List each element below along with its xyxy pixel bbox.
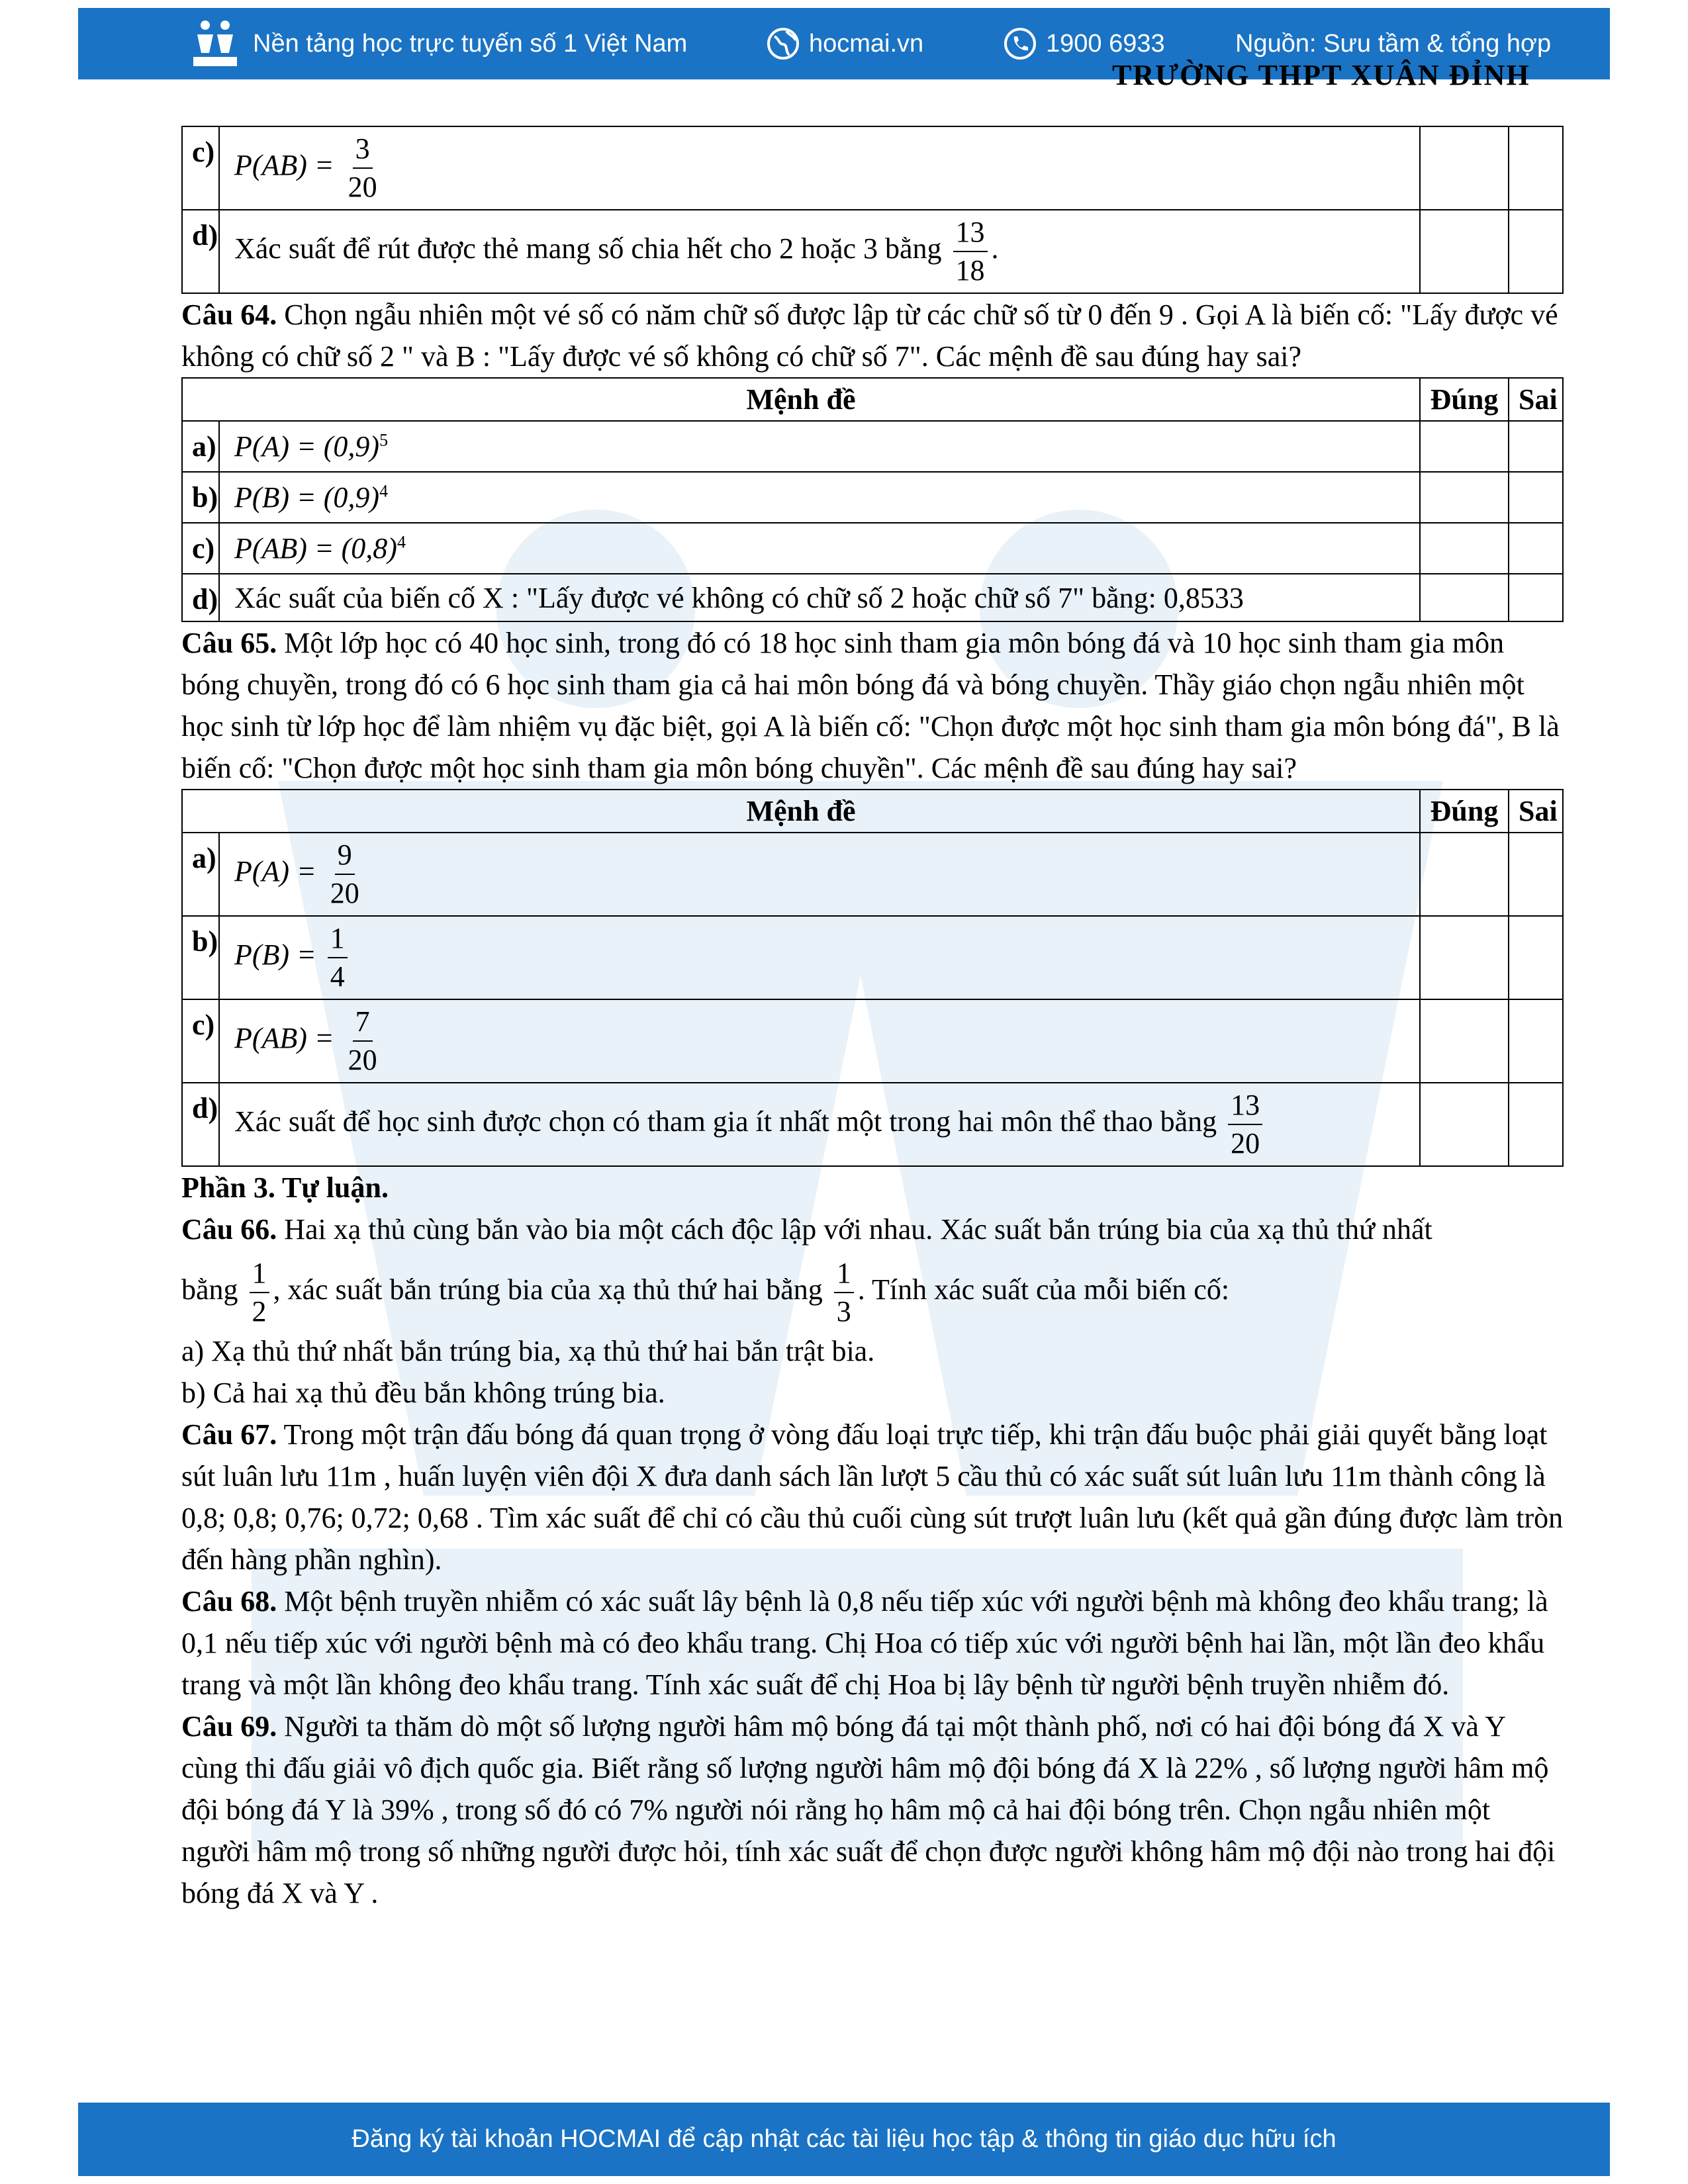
question-66-line2 bbox=[181, 1250, 1565, 1330]
header-website[interactable] bbox=[767, 8, 923, 79]
expr-lhs: P(AB) = bbox=[234, 149, 334, 182]
row-label: c) bbox=[182, 523, 219, 574]
statement-cell bbox=[219, 916, 1420, 999]
q65-table bbox=[181, 789, 1564, 1167]
expr: P(A) = (0,9) bbox=[234, 430, 380, 463]
statement-cell bbox=[219, 1083, 1420, 1166]
question-text: Hai xạ thủ cùng bắn vào bia một cách độc lập với nhau. Xác suất bắn trúng bia của xạ thủ thứ nhất bbox=[284, 1213, 1432, 1246]
fraction-denominator: 3 bbox=[836, 1295, 851, 1328]
row-label: d) bbox=[182, 574, 219, 621]
source-text: Nguồn: Sưu tầm & tổng hợp bbox=[1235, 29, 1552, 58]
table-row bbox=[182, 126, 1563, 210]
fraction-denominator: 20 bbox=[348, 1044, 377, 1076]
fraction bbox=[250, 1255, 269, 1330]
table-header-row bbox=[182, 790, 1563, 833]
sub-question-b: b) Cả hai xạ thủ đều bắn không trúng bia. bbox=[181, 1376, 665, 1409]
text-segment: . Tính xác suất của mỗi biến cố: bbox=[857, 1273, 1230, 1306]
question-label: Câu 68. bbox=[181, 1584, 277, 1617]
answer-true-cell[interactable] bbox=[1420, 1083, 1509, 1166]
fraction-numerator: 13 bbox=[1228, 1087, 1262, 1125]
answer-true-cell[interactable] bbox=[1420, 916, 1509, 999]
header-statement: Mệnh đề bbox=[182, 378, 1420, 421]
hocmai-logo-icon bbox=[191, 17, 244, 70]
header-false: Sai bbox=[1509, 378, 1563, 421]
statement-cell bbox=[219, 421, 1420, 472]
statement-cell bbox=[219, 472, 1420, 523]
answer-false-cell[interactable] bbox=[1509, 1083, 1563, 1166]
fraction-denominator: 20 bbox=[330, 877, 359, 909]
question-label: Câu 65. bbox=[181, 627, 277, 659]
question-text: Một bệnh truyền nhiễm có xác suất lây bệnh là 0,8 nếu tiếp xúc với người bệnh mà không đeo khẩu trang; là 0,1 nếu tiếp xúc với người bệnh mà có đeo khẩu trang. Chị Hoa có tiếp xúc với người bệnh hai lần, một lần đeo khẩu trang và một lần không đeo khẩu trang. Tính xác suất để chị Hoa bị lây bệnh từ người bệnh truyền nhiễm đó. bbox=[181, 1584, 1548, 1701]
question-text: Chọn ngẫu nhiên một vé số có năm chữ số được lập từ các chữ số từ 0 đến 9 . Gọi A là biến cố: "Lấy được vé không có chữ số 2 " và B : "Lấy được vé số không có chữ số 7". Các mệnh đề sau đúng hay sai? bbox=[181, 298, 1558, 373]
q64-table bbox=[181, 377, 1564, 622]
answer-false-cell[interactable] bbox=[1509, 999, 1563, 1083]
answer-false-cell[interactable] bbox=[1509, 472, 1563, 523]
expr-lhs: P(AB) = bbox=[234, 1022, 334, 1055]
row-label: d) bbox=[182, 210, 219, 293]
answer-false-cell[interactable] bbox=[1509, 210, 1563, 293]
table-row bbox=[182, 472, 1563, 523]
fraction bbox=[346, 1003, 380, 1079]
statement-cell bbox=[219, 999, 1420, 1083]
statement-cell: Xác suất của biến cố X : "Lấy được vé không có chữ số 2 hoặc chữ số 7" bằng: 0,8533 bbox=[219, 574, 1420, 621]
table-row bbox=[182, 523, 1563, 574]
answer-true-cell[interactable] bbox=[1420, 210, 1509, 293]
answer-false-cell[interactable] bbox=[1509, 126, 1563, 210]
phone-icon bbox=[1004, 27, 1037, 60]
question-65 bbox=[181, 622, 1565, 789]
expr-lhs: P(B) = bbox=[234, 938, 316, 972]
table-row bbox=[182, 574, 1563, 621]
row-label: a) bbox=[182, 833, 219, 916]
statement-cell bbox=[219, 833, 1420, 916]
question-text: Trong một trận đấu bóng đá quan trọng ở vòng đấu loại trực tiếp, khi trận đấu buộc phải giải quyết bằng loạt sút luân lưu 11m , huấn luyện viên đội X đưa danh sách lần lượt 5 cầu thủ có xác suất sút luân lưu 11m thành công là 0,8; 0,8; 0,76; 0,72; 0,68 . Tìm xác suất để chỉ có cầu thủ cuối cùng sút trượt luân lưu (kết quả gần đúng được làm tròn đến hàng phần nghìn). bbox=[181, 1418, 1564, 1576]
fraction-numerator: 7 bbox=[353, 1003, 373, 1042]
answer-true-cell[interactable] bbox=[1420, 574, 1509, 621]
header-true: Đúng bbox=[1420, 378, 1509, 421]
globe-icon bbox=[767, 27, 800, 60]
question-64 bbox=[181, 294, 1565, 377]
header-statement: Mệnh đề bbox=[182, 790, 1420, 833]
row-label: b) bbox=[182, 472, 219, 523]
sub-question-a: a) Xạ thủ thứ nhất bắn trúng bia, xạ thủ thứ hai bắn trật bia. bbox=[181, 1334, 875, 1367]
expr: P(B) = (0,9) bbox=[234, 481, 380, 514]
fraction-numerator: 3 bbox=[353, 130, 373, 169]
statement-text: Xác suất để học sinh được chọn có tham gia ít nhất một trong hai môn thể thao bằng bbox=[234, 1105, 1217, 1138]
answer-false-cell[interactable] bbox=[1509, 421, 1563, 472]
prev-question-table bbox=[181, 126, 1564, 294]
statement-cell bbox=[219, 523, 1420, 574]
fraction-denominator: 4 bbox=[330, 960, 345, 993]
table-row bbox=[182, 999, 1563, 1083]
footer-bar[interactable] bbox=[78, 2103, 1610, 2176]
answer-true-cell[interactable] bbox=[1420, 472, 1509, 523]
answer-false-cell[interactable] bbox=[1509, 523, 1563, 574]
table-row bbox=[182, 1083, 1563, 1166]
answer-false-cell[interactable] bbox=[1509, 574, 1563, 621]
table-row bbox=[182, 210, 1563, 293]
document-body bbox=[181, 126, 1565, 1914]
part3-title: Phần 3. Tự luận. bbox=[181, 1171, 389, 1204]
answer-true-cell[interactable] bbox=[1420, 523, 1509, 574]
fraction bbox=[953, 214, 988, 289]
header-true: Đúng bbox=[1420, 790, 1509, 833]
fraction-numerator: 1 bbox=[250, 1255, 269, 1293]
fraction-denominator: 20 bbox=[348, 171, 377, 203]
table-header-row bbox=[182, 378, 1563, 421]
section-title bbox=[181, 1167, 1565, 1208]
header-false: Sai bbox=[1509, 790, 1563, 833]
fraction-denominator: 18 bbox=[955, 254, 985, 287]
question-69 bbox=[181, 1706, 1565, 1914]
fraction bbox=[1228, 1087, 1262, 1162]
fraction-denominator: 20 bbox=[1231, 1127, 1260, 1160]
header-brand bbox=[191, 8, 687, 79]
answer-true-cell[interactable] bbox=[1420, 126, 1509, 210]
statement-cell bbox=[219, 126, 1420, 210]
row-label: c) bbox=[182, 126, 219, 210]
question-label: Câu 69. bbox=[181, 1709, 277, 1743]
answer-false-cell[interactable] bbox=[1509, 916, 1563, 999]
exponent: 5 bbox=[379, 430, 389, 450]
statement-text: Xác suất để rút được thẻ mang số chia hết cho 2 hoặc 3 bằng bbox=[234, 232, 942, 265]
question-67 bbox=[181, 1414, 1565, 1580]
table-row bbox=[182, 421, 1563, 472]
fraction bbox=[328, 920, 348, 995]
row-label: c) bbox=[182, 999, 219, 1083]
fraction-numerator: 9 bbox=[335, 837, 355, 875]
row-label: b) bbox=[182, 916, 219, 999]
question-label: Câu 66. bbox=[181, 1213, 277, 1246]
expr-lhs: P(A) = bbox=[234, 855, 316, 888]
row-label: d) bbox=[182, 1083, 219, 1166]
fraction bbox=[328, 837, 362, 912]
answer-false-cell[interactable] bbox=[1509, 833, 1563, 916]
text-segment: , xác suất bắn trúng bia của xạ thủ thứ hai bằng bbox=[273, 1273, 823, 1306]
statement-suffix: . bbox=[991, 232, 999, 265]
answer-true-cell[interactable] bbox=[1420, 833, 1509, 916]
table-row bbox=[182, 833, 1563, 916]
header-slogan: Nền tảng học trực tuyến số 1 Việt Nam bbox=[253, 29, 688, 58]
question-label: Câu 64. bbox=[181, 298, 277, 331]
answer-true-cell[interactable] bbox=[1420, 999, 1509, 1083]
fraction bbox=[346, 130, 380, 206]
exponent: 4 bbox=[379, 481, 389, 501]
row-label: a) bbox=[182, 421, 219, 472]
question-68 bbox=[181, 1580, 1565, 1706]
fraction-numerator: 1 bbox=[328, 920, 348, 958]
exponent: 4 bbox=[397, 532, 406, 552]
question-text: Người ta thăm dò một số lượng người hâm mộ bóng đá tại một thành phố, nơi có hai đội bóng đá X và Y cùng thi đấu giải vô địch quốc gia. Biết rằng số lượng người hâm mộ đội bóng đá X là 22% , số lượng người hâm mộ đội bóng đá Y là 39% , trong số đó có 7% người nói rằng họ hâm mộ cả hai đội bóng trên. Chọn ngẫu nhiên một người hâm mộ trong số những người được hỏi, tính xác suất để chọn được người không hâm mộ đội nào trong hai đội bóng đá X và Y . bbox=[181, 1709, 1556, 1909]
fraction bbox=[834, 1255, 854, 1330]
question-66 bbox=[181, 1208, 1565, 1250]
question-text: Một lớp học có 40 học sinh, trong đó có 18 học sinh tham gia môn bóng đá và 10 học sinh tham gia môn bóng chuyền, trong đó có 6 học sinh tham gia cả hai môn bóng đá và bóng chuyền. Thầy giáo chọn ngẫu nhiên một học sinh từ lớp học để làm nhiệm vụ đặc biệt, gọi A là biến cố: "Chọn được một học sinh tham gia môn bóng đá", B là biến cố: "Chọn được một học sinh tham gia môn bóng chuyền". Các mệnh đề sau đúng hay sai? bbox=[181, 627, 1560, 784]
question-label: Câu 67. bbox=[181, 1418, 277, 1451]
statement-cell bbox=[219, 210, 1420, 293]
fraction-numerator: 13 bbox=[953, 214, 988, 252]
table-row bbox=[182, 916, 1563, 999]
phone-number[interactable]: 1900 6933 bbox=[1046, 29, 1165, 58]
expr: P(AB) = (0,8) bbox=[234, 532, 397, 565]
school-name-peek: TRƯỜNG THPT XUÂN ĐỈNH bbox=[1112, 59, 1530, 87]
footer-text[interactable]: Đăng ký tài khoản HOCMAI để cập nhật các tài liệu học tập & thông tin giáo dục hữu ích bbox=[352, 2125, 1336, 2153]
website-link[interactable]: hocmai.vn bbox=[809, 29, 924, 58]
text-segment: bằng bbox=[181, 1273, 238, 1306]
fraction-numerator: 1 bbox=[834, 1255, 854, 1293]
answer-true-cell[interactable] bbox=[1420, 421, 1509, 472]
fraction-denominator: 2 bbox=[252, 1295, 267, 1328]
